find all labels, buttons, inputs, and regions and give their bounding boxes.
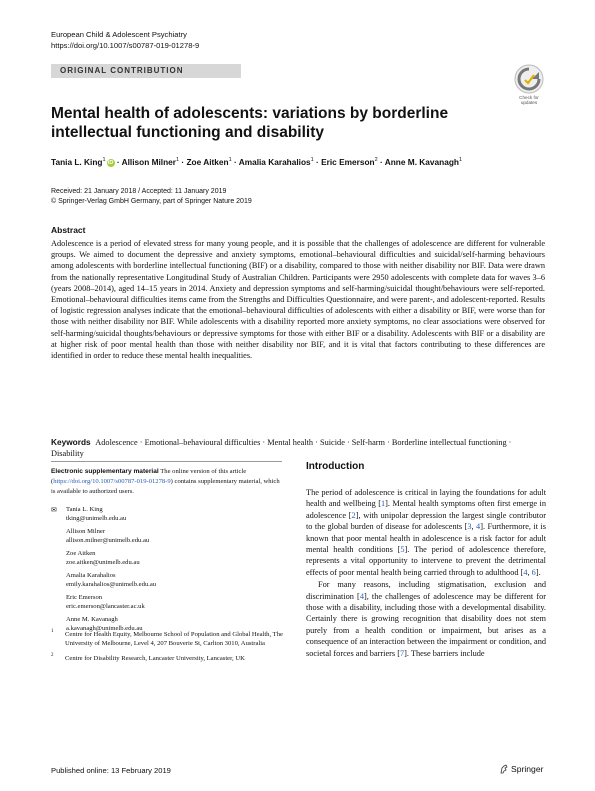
affiliation-text: Centre for Health Equity, Melbourne School of Population and Global Health, The University of Melbourne, Level 4, 207 Bouverie St, Carlton 3010, Australia: [65, 631, 283, 648]
section-tag: [51, 64, 241, 78]
section-tag-label: ORIGINAL CONTRIBUTION: [60, 66, 184, 75]
contact-entry: [51, 528, 283, 545]
publisher-logo: [499, 764, 543, 774]
author-affiliation-mark: 1: [228, 157, 232, 164]
author-name[interactable]: Tania L. King: [51, 157, 103, 167]
contact-entry: [51, 506, 283, 523]
affiliation-entry: [51, 630, 283, 649]
contact-name: Eric Emerson: [66, 594, 103, 601]
contact-email[interactable]: eric.emerson@lancaster.ac.uk: [66, 602, 145, 610]
esm-label: Electronic supplementary material: [51, 468, 159, 475]
article-title: Mental health of adolescents: variations by borderline intellectual functioning and disability: [51, 105, 449, 141]
intro-text-run: ,: [527, 567, 532, 577]
intro-paragraph-2: [306, 579, 546, 659]
check-for-updates-icon[interactable]: [513, 63, 545, 95]
keywords: [51, 437, 545, 459]
check-for-updates-label[interactable]: Check for updates: [519, 95, 539, 105]
introduction-text: [306, 487, 546, 659]
keywords-label: Keywords: [51, 437, 91, 447]
intro-text-run: ], with unipolar depression the largest single contributor to the global burden of disease for adolescents [: [306, 510, 546, 532]
citation-link[interactable]: 1: [381, 499, 386, 509]
citation-link[interactable]: 5: [400, 545, 405, 555]
intro-text-run: For many reasons, including stigmatisation, exclusion and discrimination [: [306, 580, 546, 601]
contact-entry: [51, 594, 283, 611]
author-list: Tania L. King$^1$ iD · Allison Milner$^1$ · Zoe Aitken$^1$ · Amalia Karahalios$^1$ · Eric Emerson$^2$ · Anne M. Kavanagh$^1$: [51, 157, 463, 167]
copyright: © Springer-Verlag GmbH Germany, part of Springer Nature 2019: [51, 198, 252, 205]
citation-link[interactable]: 4: [359, 591, 364, 601]
intro-text-run: ]. These barriers include: [404, 648, 485, 658]
contact-email[interactable]: allison.milner@unimelb.edu.au: [66, 536, 150, 544]
published-date: Published online: 13 February 2019: [51, 766, 171, 775]
intro-text-run: ]. Mental health symptoms often first emerge in adolescence [: [306, 499, 546, 520]
author-name[interactable]: Anne M. Kavanagh: [384, 157, 459, 167]
article-dates: [51, 187, 252, 207]
author-name[interactable]: Zoe Aitken: [186, 157, 229, 167]
author-name[interactable]: Amalia Karahalios: [238, 157, 311, 167]
affiliation-entry: [51, 654, 283, 663]
contact-entry: [51, 572, 283, 589]
contact-list: [51, 506, 283, 638]
abstract-heading: Abstract: [51, 225, 86, 235]
citation-link[interactable]: 6: [531, 567, 536, 577]
journal-header: [51, 30, 199, 51]
esm-link[interactable]: https://doi.org/10.1007/s00787-019-01278-9: [53, 477, 171, 485]
received-accepted: Received: 21 January 2018 / Accepted: 11 January 2019: [51, 188, 227, 195]
contact-email[interactable]: tking@unimelb.edu.au: [66, 514, 127, 522]
intro-text-run: ]. Furthermore, it is known that poor mental health in adolescence is a risk factor for adult mental health conditions [: [306, 522, 547, 555]
intro-paragraph-1: [306, 487, 546, 578]
author-affiliation-mark: 1: [458, 157, 463, 164]
contact-name: Anne M. Kavanagh: [66, 616, 118, 623]
citation-link[interactable]: 2: [351, 510, 356, 520]
contact-email[interactable]: zoe.aitken@unimelb.edu.au: [66, 558, 140, 566]
contact-name: Zoe Aitken: [66, 550, 96, 557]
affiliation-list: [51, 630, 283, 668]
affiliation-text: Centre for Disability Research, Lancaster University, Lancaster, UK: [65, 654, 245, 662]
envelope-icon: ✉: [51, 506, 57, 514]
contact-entry: [51, 550, 283, 567]
author-affiliation-mark: 2: [374, 157, 378, 164]
journal-name: European Child & Adolescent Psychiatry: [51, 30, 187, 39]
author-name[interactable]: Eric Emerson: [321, 157, 375, 167]
intro-text-run: ]. The period of adolescence therefore, represents a vital opportunity to intervene to prevent the detrimental effects of poor mental health being carried through to adulthood [: [306, 545, 546, 577]
orcid-icon[interactable]: iD: [107, 160, 114, 166]
footnote-divider: [51, 461, 282, 462]
journal-doi[interactable]: https://doi.org/10.1007/s00787-019-01278-9: [51, 40, 200, 50]
affiliation-number: 2: [51, 652, 54, 658]
intro-text-run: ], the challenges of adolescence may be different for those with a disability, including those with a developmental disability. Certainly there is growing recognition that disability does not stem purely from a health condition or impairment, but arises as a consequence of an interaction between the impairment or condition, and societal forces and barriers [: [306, 591, 546, 658]
keywords-text: Adolescence · Emotional–behavioural difficulties · Mental health · Suicide · Self-harm · Borderline intellectual functioning · Disability: [51, 438, 512, 459]
author-name[interactable]: Allison Milner: [121, 157, 177, 167]
publisher-name: Springer: [511, 764, 544, 774]
citation-link[interactable]: 4: [476, 522, 481, 532]
contact-email[interactable]: emily.karahalios@unimelb.edu.au: [66, 580, 157, 588]
introduction-heading: Introduction: [306, 461, 365, 472]
author-affiliation-mark: 1: [176, 157, 180, 164]
author-affiliation-mark: 1: [102, 157, 106, 164]
author-affiliation-mark: 1: [310, 157, 314, 164]
springer-horse-icon: [499, 764, 509, 774]
intro-text-run: ].: [535, 567, 541, 577]
citation-link[interactable]: 7: [399, 648, 405, 658]
intro-text-run: The period of adolescence is critical in laying the foundations for adult health and wellbeing [: [306, 488, 546, 509]
citation-link[interactable]: 3: [467, 522, 472, 532]
contact-name: Allison Milner: [66, 528, 106, 535]
intro-text-run: ,: [471, 522, 477, 532]
abstract-text: Adolescence is a period of elevated stress for many young people, and it is possible that the challenges of adolescence are different for vulnerable groups. We aimed to document the depressive and anxiety symptoms, emotional–behavioural difficulties and suicidal/self-harming behaviours among adolescents with borderline intellectual functioning (BIF) or a disability, compared to those with neither disability nor BIF. Data were drawn from the nationally representative Longitudinal Study of Australian Children. Participants were 2950 adolescents with complete data for waves 3–6 (years 2008–2014), aged 14–15 years in 2014. Anxiety and depression symptoms and self-harming/suicidal thought/behaviours were self-reported. Emotional–behavioural difficulties items came from the Strengths and Difficulties Questionnaire, and were parent-, and adolescent-reported. Results of logistic regression analyses indicate that the emotional–behavioural difficulties of adolescents with either a disability or BIF, were worse than for those with neither disability nor BIF. While adolescents with a disability reported more anxiety symptoms, no clear associations were observed for self-harming/suicidal thoughts/behaviours or depressive symptoms for those with either BIF or a disability. Adolescents with BIF or a disability are at higher risk of poor mental health than those with neither disability nor BIF, and it is vital that factors contributing to these differences are identified in order to reduce these mental health inequalities.: [51, 239, 545, 361]
contact-name: Amalia Karahalios: [66, 572, 116, 579]
contact-email[interactable]: a.kavanagh@unimelb.edu.au: [66, 624, 143, 632]
citation-link[interactable]: 4: [523, 567, 528, 577]
contact-name: Tania L. King: [66, 506, 103, 513]
esm-note: Electronic supplementary material The online version of this article (https://doi.org/10.1007/s00787-019-01278-9) contains supplementary material, which is available to authorized users.: [51, 468, 280, 495]
affiliation-number: 1: [51, 629, 54, 634]
